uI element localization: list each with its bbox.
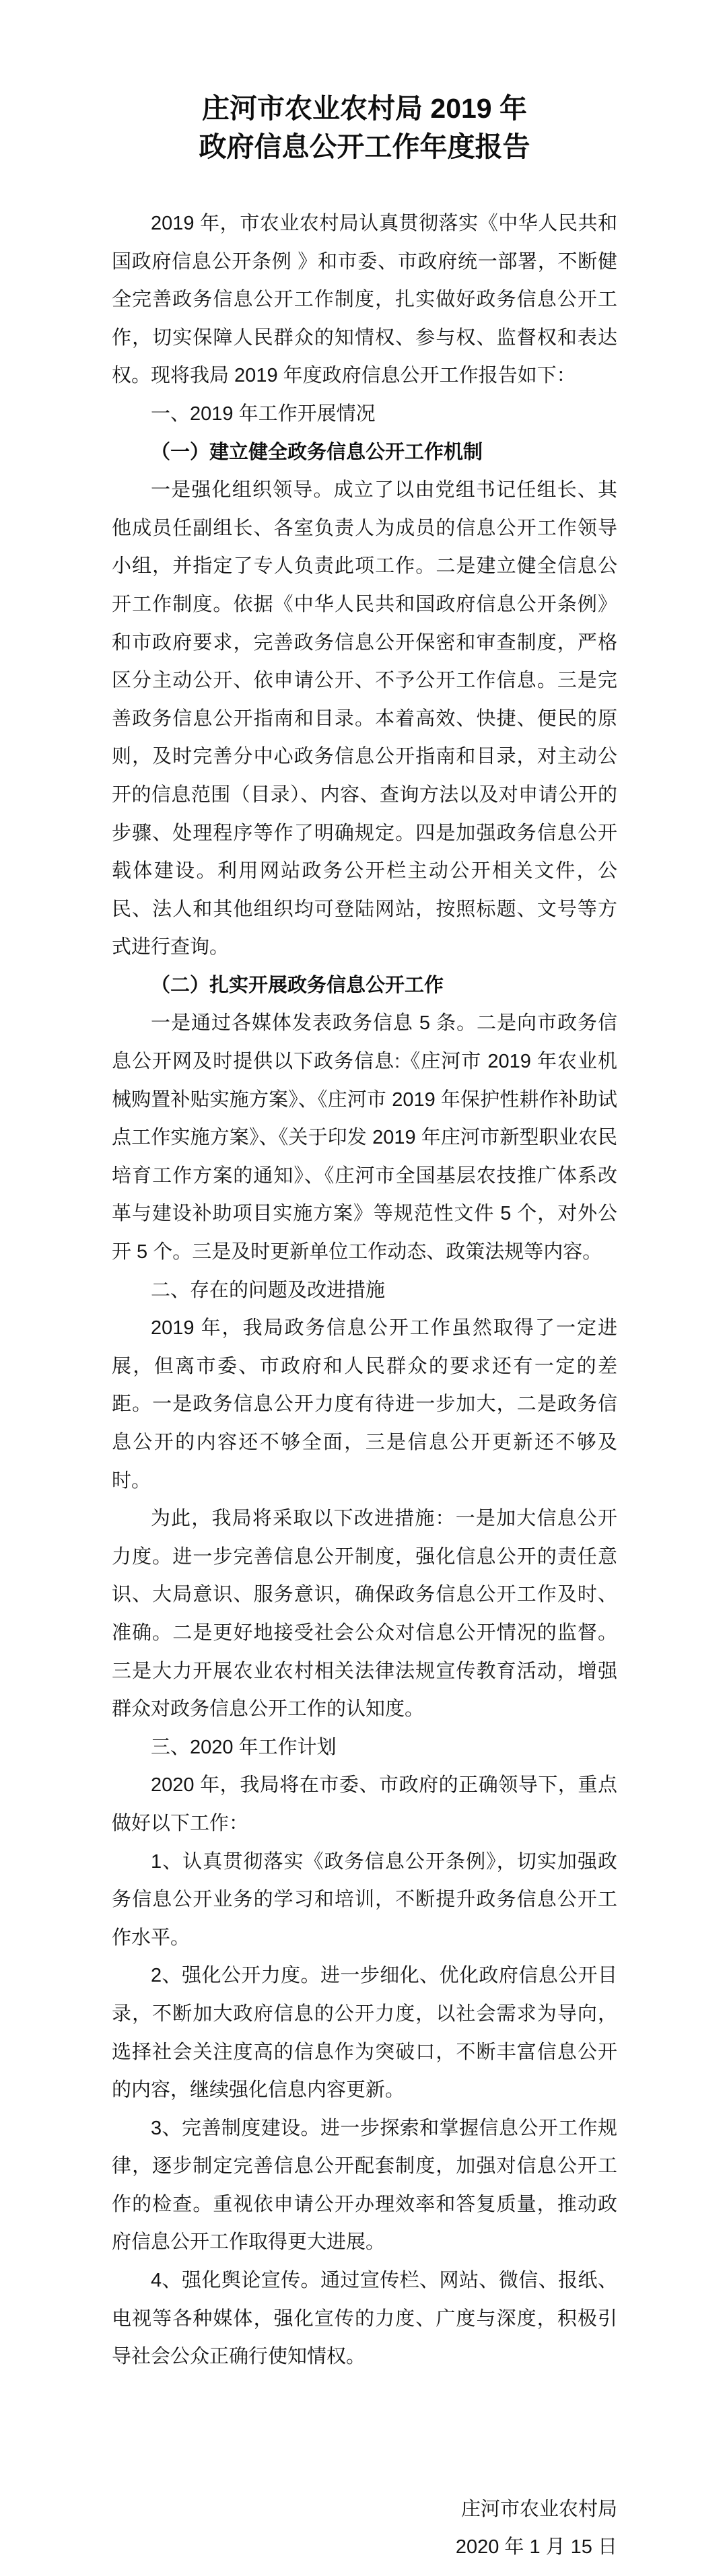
paragraph-plan-item-3: 3、完善制度建设。进一步探索和掌握信息公开工作规律，逐步制定完善信息公开配套制度，加强对信息公开工作的检查。重视依申请公开办理效率和答复质量，推动政府信息公开工作取得更大进展。 xyxy=(112,2117,617,2254)
paragraph-improvements: 为此，我局将采取以下改进措施：一是加大信息公开力度。进一步完善信息公开制度，强化信息公开的责任意识、大局意识、服务意识，确保政务信息公开工作及时、准确。二是更好地接受社会公众对信息公开情况的监督。三是大力开展农业农村相关法律法规宣传教育活动，增强群众对政务信息公开工作的认知度。 xyxy=(112,1508,617,1720)
subsection-heading-1-2: （二）扎实开展政务信息公开工作 xyxy=(151,974,444,996)
signature-date: 2020 年 1 月 15 日 xyxy=(455,2536,617,2558)
paragraph-disclosure-work: 一是通过各媒体发表政务信息 5 条。二是向市政务信息公开网及时提供以下政务信息:《庄河市 2019 年农业机械购置补贴实施方案》、《庄河市 2019 年保护性耕作补助试点工作实施方案》、《关于印发 2019 年庄河市新型职业农民培育工作方案的通知》、《庄河市全国基层农技推广体系改革与建设补助项目实施方案》等规范性文件 5 个，对外公开 5 个。三是及时更新单位工作动态、政策法规等内容。 xyxy=(112,1012,617,1263)
section-heading-2: 二、存在的问题及改进措施 xyxy=(151,1279,386,1301)
paragraph-mechanism: 一是强化组织领导。成立了以由党组书记任组长、其他成员任副组长、各室负责人为成员的信息公开工作领导小组，并指定了专人负责此项工作。二是建立健全信息公开工作制度。依据《中华人民共和国政府信息公开条例》和市政府要求，完善政务信息公开保密和审查制度，严格区分主动公开、依申请公开、不予公开工作信息。三是完善政务信息公开指南和目录。本着高效、快捷、便民的原则，及时完善分中心政务信息公开指南和目录，对主动公开的信息范围（目录）、内容、查询方法以及对申请公开的步骤、处理程序等作了明确规定。四是加强政务信息公开载体建设。利用网站政务公开栏主动公开相关文件，公民、法人和其他组织均可登陆网站，按照标题、文号等方式进行查询。 xyxy=(112,479,617,959)
signature-org: 庄河市农业农村局 xyxy=(460,2498,617,2520)
page-title-line-2: 政府信息公开工作年度报告 xyxy=(199,131,530,162)
document-body xyxy=(112,205,617,2376)
paragraph-problems: 2019 年，我局政务信息公开工作虽然取得了一定进展，但离市委、市政府和人民群众的要求还有一定的差距。一是政务信息公开力度有待进一步加大，二是政务信息公开的内容还不够全面，三是信息公开更新还不够及时。 xyxy=(112,1317,617,1492)
signature-block xyxy=(112,2491,617,2567)
paragraph-plan-item-2: 2、强化公开力度。进一步细化、优化政府信息公开目录，不断加大政府信息的公开力度，以社会需求为导向，选择社会关注度高的信息作为突破口，不断丰富信息公开的内容，继续强化信息内容更新。 xyxy=(112,1965,617,2101)
section-heading-3: 三、2020 年工作计划 xyxy=(151,1736,337,1758)
paragraph-plan-item-4: 4、强化舆论宣传。通过宣传栏、网站、微信、报纸、电视等各种媒体，强化宣传的力度、广度与深度，积极引导社会公众正确行使知情权。 xyxy=(112,2270,617,2368)
subsection-heading-1-1: （一）建立健全政务信息公开工作机制 xyxy=(151,441,483,463)
section-heading-1: 一、2019 年工作开展情况 xyxy=(151,403,376,425)
page-title-line-1: 庄河市农业农村局 2019 年 xyxy=(202,93,527,124)
page-title xyxy=(112,90,617,166)
paragraph-plan-intro: 2020 年，我局将在市委、市政府的正确领导下，重点做好以下工作： xyxy=(112,1774,617,1834)
paragraph-plan-item-1: 1、认真贯彻落实《政务信息公开条例》，切实加强政务信息公开业务的学习和培训，不断提升政务信息公开工作水平。 xyxy=(112,1850,617,1949)
paragraph-intro: 2019 年，市农业农村局认真贯彻落实《中华人民共和国政府信息公开条例 》和市委、市政府统一部署，不断健全完善政务信息公开工作制度，扎实做好政务信息公开工作，切实保障人民群众的知情权、参与权、监督权和表达权。现将我局 2019 年度政府信息公开工作报告如下： xyxy=(112,213,617,387)
